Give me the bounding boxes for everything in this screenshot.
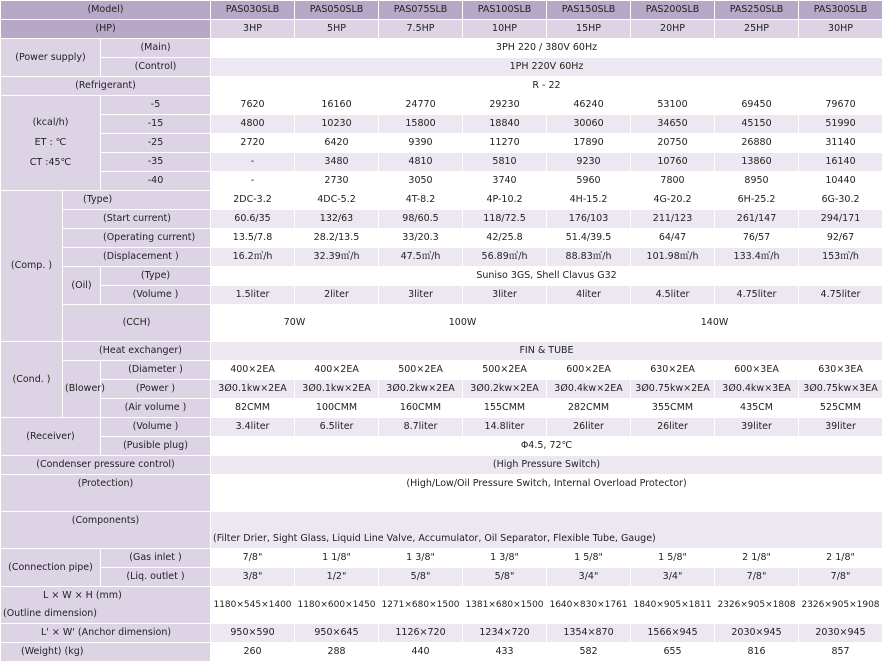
value-cell: 4G-20.2 (631, 191, 715, 210)
value-cell: 18840 (463, 115, 547, 134)
value-cell: 3480 (295, 153, 379, 172)
table-row (1, 549, 883, 568)
hp-value: 5HP (295, 20, 379, 39)
oil-label: (Oil) (63, 267, 101, 305)
model-name: PAS250SLB (715, 1, 799, 20)
value-cell: 3/8" (211, 568, 295, 587)
value-cell: 2 1/8" (715, 549, 799, 568)
receiver-volume-label: (Volume ) (101, 418, 211, 437)
value-cell: 1566×945 (631, 624, 715, 643)
oil-type-value: Suniso 3GS, Shell Clavus G32 (211, 267, 883, 286)
displacement-label: (Displacement ) (63, 248, 211, 267)
value-cell: 132/63 (295, 210, 379, 229)
value-cell: 950×645 (295, 624, 379, 643)
value-cell: 10230 (295, 115, 379, 134)
value-cell: 500×2EA (379, 361, 463, 380)
model-name: PAS100SLB (463, 1, 547, 20)
value-cell: 950×590 (211, 624, 295, 643)
value-cell: 1640×830×1761 (547, 587, 631, 624)
value-cell: 133.4㎥/h (715, 248, 799, 267)
value-cell: 1 5/8" (631, 549, 715, 568)
value-cell: 32.39㎥/h (295, 248, 379, 267)
value-cell: 1271×680×1500 (379, 587, 463, 624)
table-row (1, 342, 883, 361)
gas-inlet-label: (Gas inlet ) (101, 549, 211, 568)
table-row (1, 437, 883, 456)
start-current-label: (Start current) (63, 210, 211, 229)
value-cell: 16.2㎥/h (211, 248, 295, 267)
value-cell: 1180×545×1400 (211, 587, 295, 624)
value-cell: 13860 (715, 153, 799, 172)
value-cell: 6H-25.2 (715, 191, 799, 210)
heat-exchanger-label: (Heat exchanger) (63, 342, 211, 361)
value-cell: 51990 (799, 115, 883, 134)
value-cell: 5960 (547, 172, 631, 191)
value-cell: 3Ø0.1kw×2EA (295, 380, 379, 399)
heat-exchanger-value: FIN & TUBE (211, 342, 883, 361)
temperature-label: -40 (101, 172, 211, 191)
value-cell: 39liter (715, 418, 799, 437)
protection-label: (Protection) (1, 475, 211, 512)
value-cell: 92/67 (799, 229, 883, 248)
connection-pipe-label: (Connection pipe) (1, 549, 101, 587)
value-cell: 46240 (547, 96, 631, 115)
value-cell: 8.7liter (379, 418, 463, 437)
air-volume-label: (Air volume ) (101, 399, 211, 418)
value-cell: 3740 (463, 172, 547, 191)
value-cell: 525CMM (799, 399, 883, 418)
value-cell: 857 (799, 643, 883, 662)
value-cell: 1/2" (295, 568, 379, 587)
value-cell: 4.75liter (715, 286, 799, 305)
value-cell: 9230 (547, 153, 631, 172)
value-cell: 2 1/8" (799, 549, 883, 568)
value-cell: 176/103 (547, 210, 631, 229)
value-cell: 7800 (631, 172, 715, 191)
value-cell: 6G-30.2 (799, 191, 883, 210)
table-row (1, 380, 883, 399)
value-cell: 4P-10.2 (463, 191, 547, 210)
value-cell: 33/20.3 (379, 229, 463, 248)
value-cell: 118/72.5 (463, 210, 547, 229)
value-cell: 7/8" (211, 549, 295, 568)
value-cell: 10760 (631, 153, 715, 172)
value-cell: 3liter (379, 286, 463, 305)
value-cell: 47.5㎥/h (379, 248, 463, 267)
value-cell: 9390 (379, 134, 463, 153)
table-row (1, 248, 883, 267)
power-main-label: (Main) (101, 39, 211, 58)
value-cell: 400×2EA (295, 361, 379, 380)
condenser-pressure-control-label: (Condenser pressure control) (1, 456, 211, 475)
value-cell: 26880 (715, 134, 799, 153)
value-cell: 260 (211, 643, 295, 662)
value-cell: 30060 (547, 115, 631, 134)
value-cell: 26liter (631, 418, 715, 437)
hp-value: 15HP (547, 20, 631, 39)
table-row (1, 587, 883, 624)
capacity-label (1, 96, 101, 191)
value-cell: 500×2EA (463, 361, 547, 380)
power-control-value: 1PH 220V 60Hz (211, 58, 883, 77)
hp-value: 25HP (715, 20, 799, 39)
oil-type-label: (Type) (101, 267, 211, 286)
value-cell: 6420 (295, 134, 379, 153)
value-cell: 4DC-5.2 (295, 191, 379, 210)
table-row (1, 96, 883, 115)
value-cell: 355CMM (631, 399, 715, 418)
table-row (1, 624, 883, 643)
model-name: PAS300SLB (799, 1, 883, 20)
model-label: (Model) (1, 1, 211, 20)
value-cell: 816 (715, 643, 799, 662)
table-row (1, 267, 883, 286)
table-row (1, 361, 883, 380)
value-cell: 3050 (379, 172, 463, 191)
liq-outlet-label: (Liq. outlet ) (101, 568, 211, 587)
table-row (1, 475, 883, 512)
value-cell: 630×2EA (631, 361, 715, 380)
value-cell: 64/47 (631, 229, 715, 248)
value-cell: 7/8" (799, 568, 883, 587)
value-cell: 1354×870 (547, 624, 631, 643)
weight-label: (Weight) (kg) (1, 643, 211, 662)
value-cell: 34650 (631, 115, 715, 134)
value-cell: 2030×945 (799, 624, 883, 643)
value-cell: 7620 (211, 96, 295, 115)
value-cell: 45150 (715, 115, 799, 134)
fusible-plug-value: Φ4.5, 72℃ (211, 437, 883, 456)
components-label: (Components) (1, 512, 211, 549)
table-row (1, 58, 883, 77)
value-cell: 17890 (547, 134, 631, 153)
value-cell: 3Ø0.4kw×2EA (547, 380, 631, 399)
table-row (1, 115, 883, 134)
value-cell: 1 3/8" (379, 549, 463, 568)
value-cell: 1 1/8" (295, 549, 379, 568)
blower-label: (Blower) (63, 361, 101, 418)
hp-value: 3HP (211, 20, 295, 39)
outline-dimension-label-line: (Outline dimension) (3, 608, 98, 619)
value-cell: 3Ø0.4kw×3EA (715, 380, 799, 399)
refrigerant-value: R - 22 (211, 77, 883, 96)
power-supply-label: (Power supply) (1, 39, 101, 77)
value-cell: 4.75liter (799, 286, 883, 305)
cch-value: 140W (547, 305, 883, 342)
value-cell: 11270 (463, 134, 547, 153)
refrigerant-label: (Refrigerant) (1, 77, 211, 96)
value-cell: 1180×600×1450 (295, 587, 379, 624)
value-cell: 5/8" (379, 568, 463, 587)
value-cell: 600×2EA (547, 361, 631, 380)
value-cell: 69450 (715, 96, 799, 115)
table-row (1, 512, 883, 549)
value-cell: 155CMM (463, 399, 547, 418)
value-cell: 88.83㎥/h (547, 248, 631, 267)
value-cell: 1 5/8" (547, 549, 631, 568)
value-cell: 56.89㎥/h (463, 248, 547, 267)
table-row (1, 418, 883, 437)
value-cell: 3.4liter (211, 418, 295, 437)
value-cell: 1126×720 (379, 624, 463, 643)
value-cell: 630×3EA (799, 361, 883, 380)
value-cell: 435CM (715, 399, 799, 418)
value-cell: 13.5/7.8 (211, 229, 295, 248)
value-cell: - (211, 172, 295, 191)
value-cell: 10440 (799, 172, 883, 191)
value-cell: 1.5liter (211, 286, 295, 305)
temperature-label: -15 (101, 115, 211, 134)
value-cell: 3Ø0.2kw×2EA (463, 380, 547, 399)
value-cell: 100CMM (295, 399, 379, 418)
table-row (1, 568, 883, 587)
outline-dimension-label-line: L × W × H (mm) (43, 590, 122, 601)
hp-value: 20HP (631, 20, 715, 39)
value-cell: 16160 (295, 96, 379, 115)
value-cell: 1381×680×1500 (463, 587, 547, 624)
model-name: PAS200SLB (631, 1, 715, 20)
value-cell: 76/57 (715, 229, 799, 248)
value-cell: 2DC-3.2 (211, 191, 295, 210)
operating-current-label: (Operating current) (63, 229, 211, 248)
value-cell: 98/60.5 (379, 210, 463, 229)
model-name: PAS075SLB (379, 1, 463, 20)
oil-volume-label: (Volume ) (101, 286, 211, 305)
table-row (1, 39, 883, 58)
value-cell: 20750 (631, 134, 715, 153)
value-cell: 51.4/39.5 (547, 229, 631, 248)
table-row (1, 172, 883, 191)
temperature-label: -25 (101, 134, 211, 153)
value-cell: 79670 (799, 96, 883, 115)
value-cell: 3/4" (631, 568, 715, 587)
value-cell: 4T-8.2 (379, 191, 463, 210)
value-cell: 3Ø0.75kw×3EA (799, 380, 883, 399)
value-cell: 4liter (547, 286, 631, 305)
hp-value: 7.5HP (379, 20, 463, 39)
outline-dimension-label (1, 587, 211, 624)
value-cell: 655 (631, 643, 715, 662)
cond-label: (Cond. ) (1, 342, 63, 418)
power-main-value: 3PH 220 / 380V 60Hz (211, 39, 883, 58)
cch-label: (CCH) (63, 305, 211, 342)
table-row (1, 1, 883, 20)
value-cell: 101.98㎥/h (631, 248, 715, 267)
temperature-label: -35 (101, 153, 211, 172)
value-cell: 5810 (463, 153, 547, 172)
cch-value: 100W (379, 305, 547, 342)
blower-power-label: (Power ) (101, 380, 211, 399)
table-row (1, 229, 883, 248)
value-cell: 1 3/8" (463, 549, 547, 568)
value-cell: 582 (547, 643, 631, 662)
table-row (1, 20, 883, 39)
value-cell: 60.6/35 (211, 210, 295, 229)
table-row (1, 643, 883, 662)
value-cell: 2326×905×1808 (715, 587, 799, 624)
receiver-label: (Receiver) (1, 418, 101, 456)
value-cell: 294/171 (799, 210, 883, 229)
table-row (1, 153, 883, 172)
comp-type-label: (Type) (63, 191, 211, 210)
value-cell: 16140 (799, 153, 883, 172)
hp-label: (HP) (1, 20, 211, 39)
value-cell: 2730 (295, 172, 379, 191)
value-cell: 2030×945 (715, 624, 799, 643)
value-cell: 282CMM (547, 399, 631, 418)
value-cell: 3Ø0.2kw×2EA (379, 380, 463, 399)
model-name: PAS150SLB (547, 1, 631, 20)
value-cell: 4H-15.2 (547, 191, 631, 210)
value-cell: 31140 (799, 134, 883, 153)
value-cell: 4.5liter (631, 286, 715, 305)
table-row (1, 191, 883, 210)
temperature-label: -5 (101, 96, 211, 115)
value-cell: 42/25.8 (463, 229, 547, 248)
table-row (1, 456, 883, 475)
value-cell: 15800 (379, 115, 463, 134)
value-cell: 2326×905×1908 (799, 587, 883, 624)
capacity-label-line: ET : ℃ (34, 137, 67, 148)
cch-value: 70W (211, 305, 379, 342)
value-cell: 82CMM (211, 399, 295, 418)
value-cell: 440 (379, 643, 463, 662)
value-cell: 3liter (463, 286, 547, 305)
table-row (1, 286, 883, 305)
value-cell: 3Ø0.1kw×2EA (211, 380, 295, 399)
value-cell: 261/147 (715, 210, 799, 229)
fusible-plug-label: (Pusible plug) (101, 437, 211, 456)
diameter-label: (Diameter ) (101, 361, 211, 380)
value-cell: 53100 (631, 96, 715, 115)
hp-value: 10HP (463, 20, 547, 39)
condenser-pressure-control-value: (High Pressure Switch) (211, 456, 883, 475)
value-cell: 7/8" (715, 568, 799, 587)
model-name: PAS030SLB (211, 1, 295, 20)
model-name: PAS050SLB (295, 1, 379, 20)
value-cell: 28.2/13.5 (295, 229, 379, 248)
value-cell: 288 (295, 643, 379, 662)
value-cell: 14.8liter (463, 418, 547, 437)
value-cell: 1234×720 (463, 624, 547, 643)
table-row (1, 77, 883, 96)
value-cell: 600×3EA (715, 361, 799, 380)
value-cell: 2liter (295, 286, 379, 305)
capacity-label-line: CT :45℃ (29, 157, 72, 168)
value-cell: 3Ø0.75kw×2EA (631, 380, 715, 399)
hp-value: 30HP (799, 20, 883, 39)
value-cell: 400×2EA (211, 361, 295, 380)
value-cell: 4800 (211, 115, 295, 134)
value-cell: 4810 (379, 153, 463, 172)
value-cell: 153㎥/h (799, 248, 883, 267)
power-control-label: (Control) (101, 58, 211, 77)
value-cell: 211/123 (631, 210, 715, 229)
anchor-dimension-label: L' × W' (Anchor dimension) (1, 624, 211, 643)
value-cell: 39liter (799, 418, 883, 437)
capacity-label-line: (kcal/h) (32, 117, 69, 128)
table-row (1, 399, 883, 418)
table-row (1, 134, 883, 153)
protection-value: (High/Low/Oil Pressure Switch, Internal Overload Protector) (211, 475, 883, 512)
value-cell: 433 (463, 643, 547, 662)
value-cell: 26liter (547, 418, 631, 437)
value-cell: 160CMM (379, 399, 463, 418)
comp-label: (Comp. ) (1, 191, 63, 342)
value-cell: 1840×905×1811 (631, 587, 715, 624)
value-cell: 29230 (463, 96, 547, 115)
value-cell: 8950 (715, 172, 799, 191)
value-cell: 2720 (211, 134, 295, 153)
value-cell: 24770 (379, 96, 463, 115)
components-value: (Filter Drier, Sight Glass, Liquid Line Valve, Accumulator, Oil Separator, Flexible Tube, Gauge) (211, 512, 883, 549)
value-cell: - (211, 153, 295, 172)
value-cell: 5/8" (463, 568, 547, 587)
value-cell: 6.5liter (295, 418, 379, 437)
table-row (1, 210, 883, 229)
value-cell: 3/4" (547, 568, 631, 587)
